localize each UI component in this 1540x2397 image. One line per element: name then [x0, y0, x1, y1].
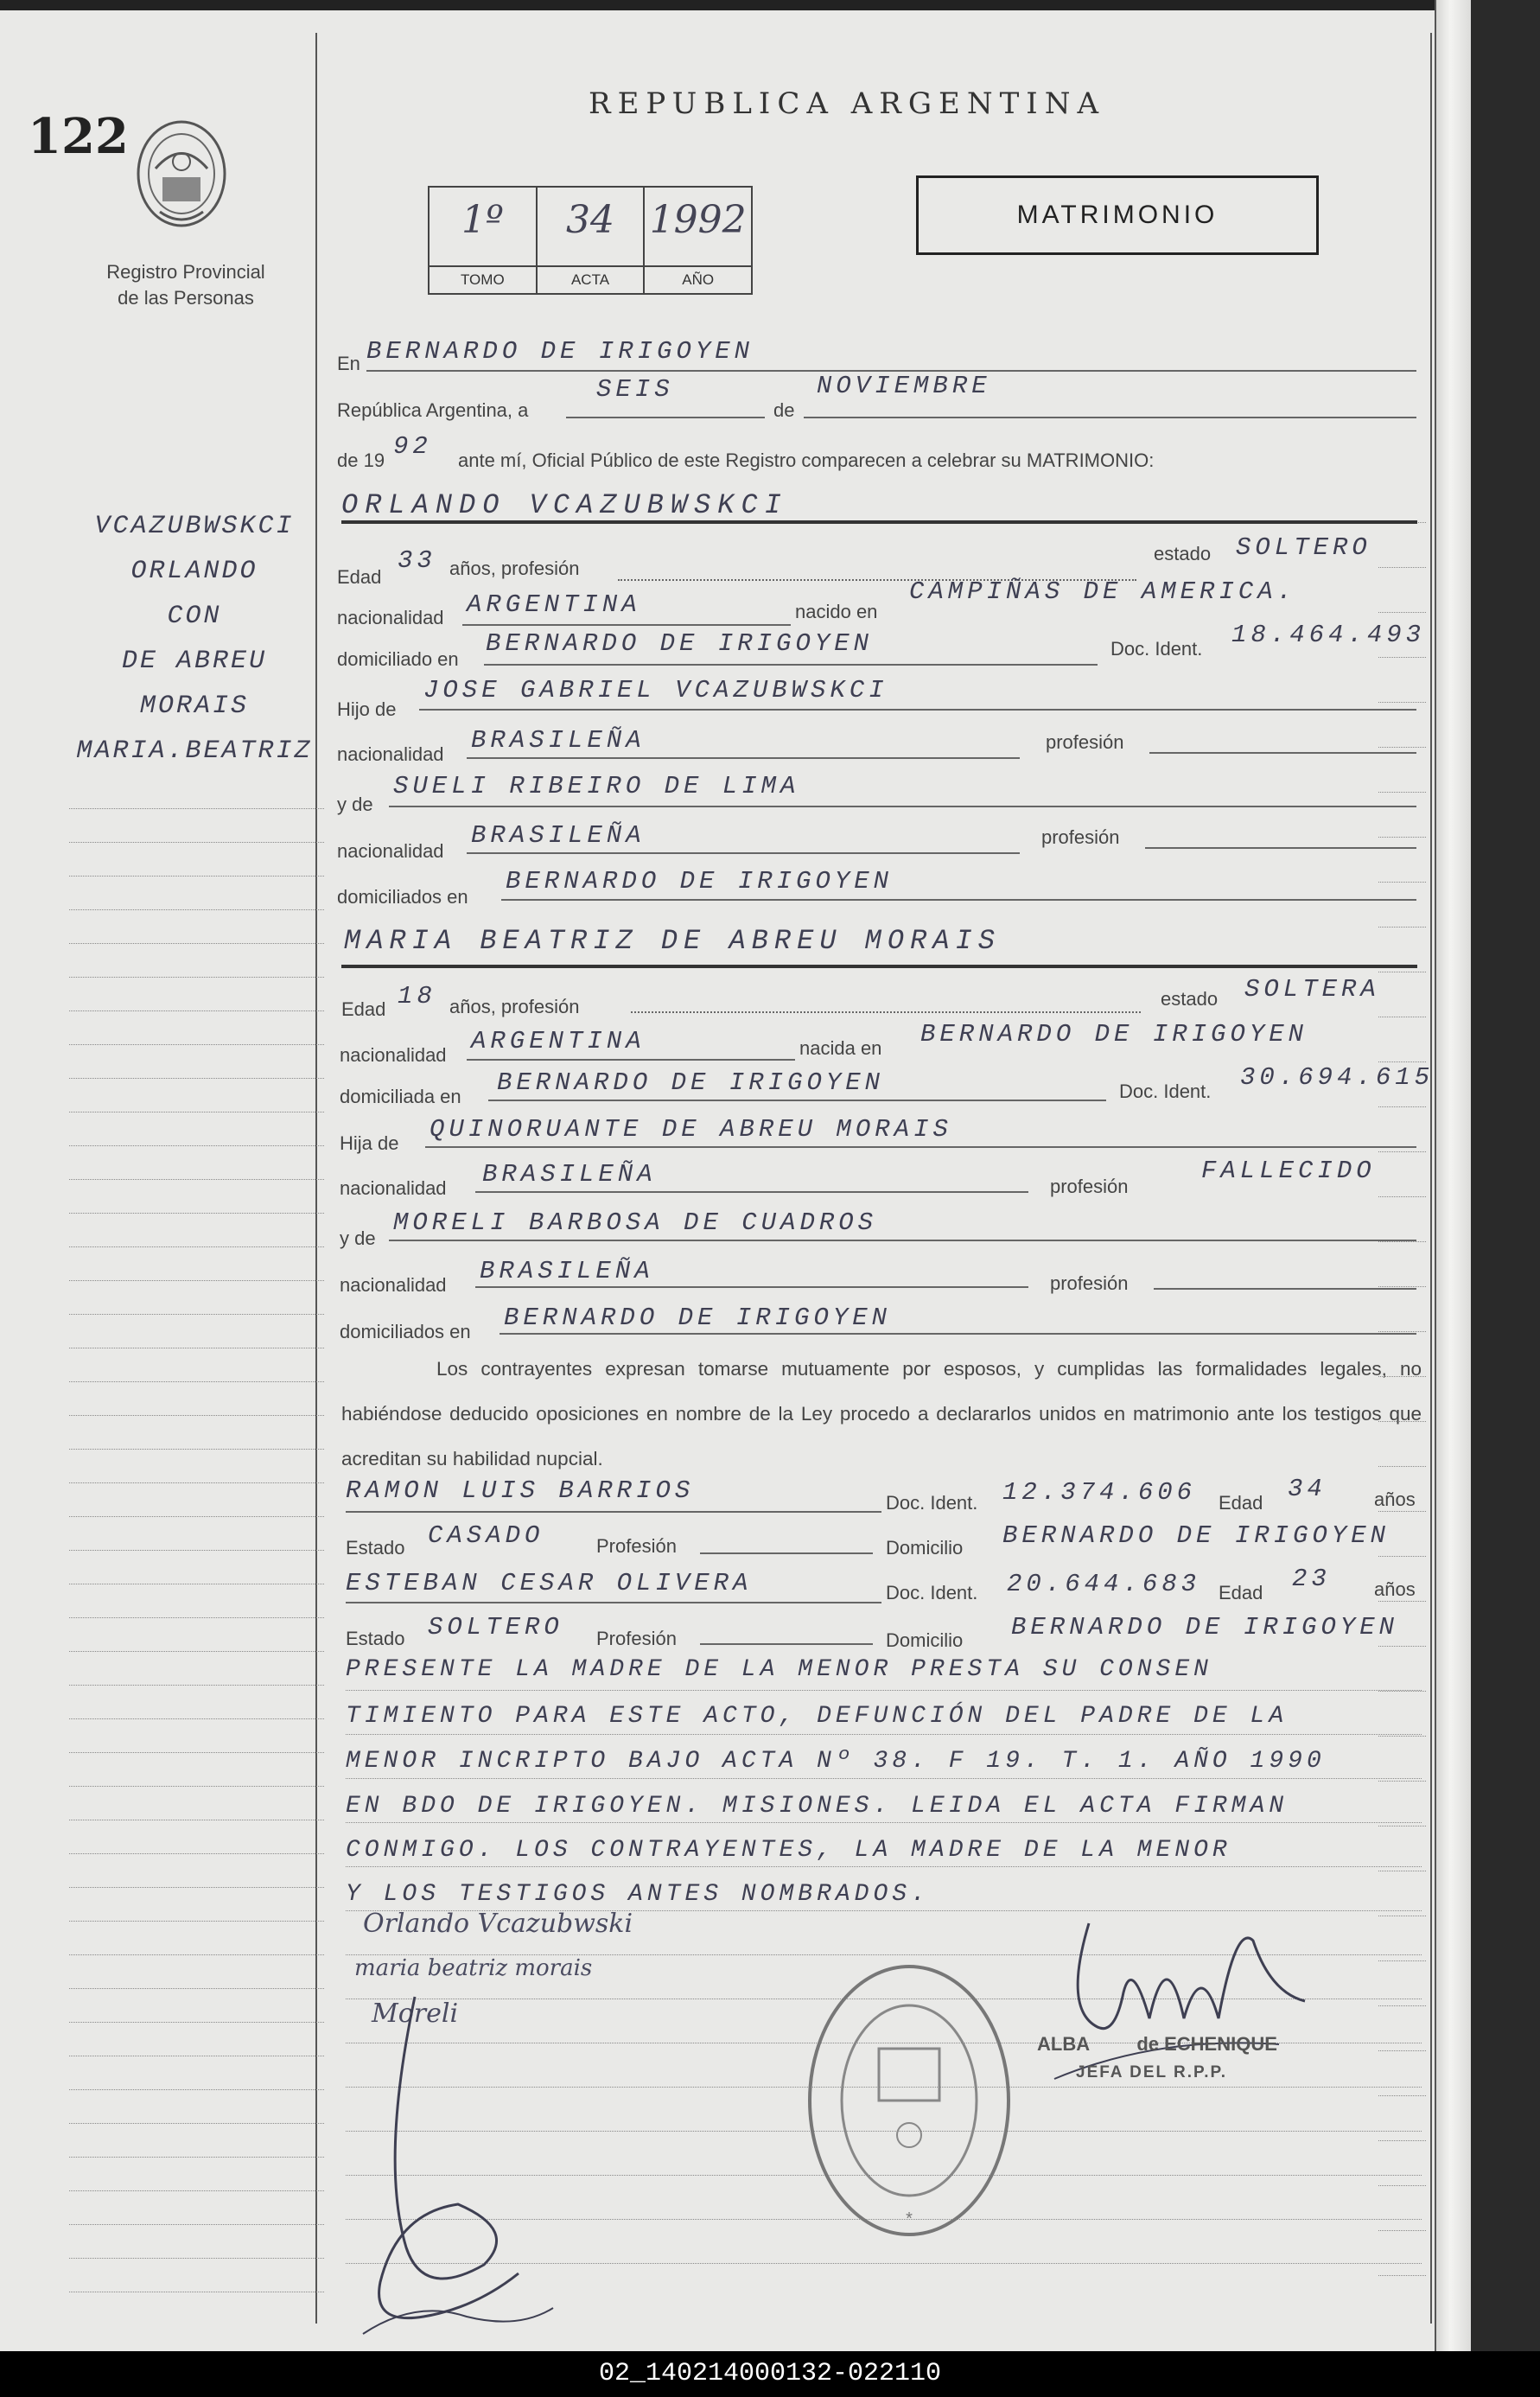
- margin-ruled-line: [69, 1685, 324, 1686]
- right-ruled-line: [1378, 2275, 1426, 2276]
- margin-ruled-line: [69, 1010, 324, 1011]
- groom-estado: SOLTERO: [1236, 533, 1371, 562]
- groom-signature: Orlando Vcazubwski: [363, 1909, 633, 1939]
- margin-ruled-line: [69, 2157, 324, 2158]
- acta-label: ACTA: [538, 265, 644, 293]
- page-number: 122: [28, 108, 129, 165]
- right-ruled-line: [1378, 1286, 1426, 1287]
- en-label: En: [337, 353, 360, 374]
- month-value: NOVIEMBRE: [817, 372, 991, 400]
- witness2-name: ESTEBAN CESAR OLIVERA: [346, 1569, 753, 1597]
- right-ruled-line: [1378, 927, 1426, 928]
- margin-ruled-line: [69, 909, 324, 910]
- margin-ruled-line: [69, 1887, 324, 1888]
- margin-rule: [315, 33, 317, 2324]
- witness-signature-scribble: [346, 1988, 562, 2351]
- groom-father-nac: BRASILEÑA: [471, 726, 646, 755]
- note-ruled-line: [346, 1690, 1422, 1691]
- margin-ruled-line: [69, 1651, 324, 1652]
- note-ruled-line: [346, 1734, 1422, 1735]
- margin-ruled-line: [69, 1954, 324, 1955]
- margin-ruled-line: [69, 808, 324, 809]
- margin-ruled-line: [69, 1246, 324, 1247]
- right-ruled-line: [1378, 1151, 1426, 1152]
- right-ruled-line: [1378, 792, 1426, 793]
- margin-ruled-line: [69, 1718, 324, 1719]
- groom-father: JOSE GABRIEL VCAZUBWSKCI: [423, 676, 888, 704]
- right-margin-rule: [1430, 33, 1432, 2324]
- official-name: ALBA de ECHENIQUE: [1037, 2033, 1277, 2055]
- official-title: JEFA DEL R.P.P.: [1076, 2063, 1228, 2081]
- margin-ruled-line: [69, 2123, 324, 2124]
- margin-ruled-line: [69, 1752, 324, 1753]
- right-ruled-line: [1378, 1241, 1426, 1242]
- groom-edad: 33: [398, 546, 436, 575]
- intro-text: ante mí, Oficial Público de este Registro comparecen a celebrar su MATRIMONIO:: [458, 449, 1155, 471]
- margin-ruled-line: [69, 842, 324, 843]
- margin-ruled-line: [69, 1921, 324, 1922]
- groom-doc: 18.464.493: [1231, 621, 1426, 649]
- note-line: EN BDO DE IRIGOYEN. MISIONES. LEIDA EL ACTA FIRMAN: [346, 1793, 1289, 1820]
- bride-signature: maria beatriz morais: [354, 1955, 593, 1981]
- right-ruled-line: [1378, 1691, 1426, 1692]
- margin-ruled-line: [69, 1044, 324, 1045]
- margin-ruled-line: [69, 1786, 324, 1787]
- right-ruled-line: [1378, 837, 1426, 838]
- right-ruled-line: [1378, 2185, 1426, 2186]
- groom-nacido: CAMPIÑAS DE AMERICA.: [909, 577, 1297, 606]
- official-signature: [1020, 1906, 1348, 2088]
- bride-doc: 30.694.615: [1240, 1063, 1435, 1092]
- margin-ruled-line: [69, 1853, 324, 1854]
- bride-father-prof: FALLECIDO: [1201, 1157, 1376, 1185]
- margin-ruled-line: [69, 876, 324, 877]
- right-ruled-line: [1378, 2095, 1426, 2096]
- witness1-domicilio: BERNARDO DE IRIGOYEN: [1002, 1521, 1390, 1550]
- margin-ruled-line: [69, 1179, 324, 1180]
- right-ruled-line: [1378, 2230, 1426, 2231]
- witness2-edad: 23: [1292, 1565, 1331, 1593]
- witness2-estado: SOLTERO: [428, 1613, 563, 1642]
- bride-mother: MORELI BARBOSA DE CUADROS: [393, 1208, 878, 1237]
- right-ruled-line: [1378, 1601, 1426, 1602]
- right-ruled-line: [1378, 1061, 1426, 1062]
- margin-ruled-line: [69, 2022, 324, 2023]
- right-ruled-line: [1378, 702, 1426, 703]
- margin-ruled-line: [69, 1550, 324, 1551]
- bride-estado: SOLTERA: [1244, 975, 1380, 1004]
- right-ruled-line: [1378, 1556, 1426, 1557]
- note-line: TIMIENTO PARA ESTE ACTO, DEFUNCIÓN DEL PADRE DE LA: [346, 1703, 1289, 1730]
- groom-name: ORLANDO VCAZUBWSKCI: [341, 489, 788, 521]
- right-ruled-line: [1378, 2140, 1426, 2141]
- bride-parents-dom: BERNARDO DE IRIGOYEN: [504, 1304, 892, 1332]
- coat-of-arms-emblem: [130, 117, 233, 233]
- acta-value: 34: [566, 198, 614, 242]
- right-ruled-line: [1378, 1196, 1426, 1197]
- margin-ruled-line: [69, 1381, 324, 1382]
- mother-signature: Moreli: [372, 1999, 459, 2029]
- margin-ruled-line: [69, 1415, 324, 1416]
- bride-name: MARIA BEATRIZ DE ABREU MORAIS: [344, 925, 1001, 957]
- top-edge: [0, 0, 1469, 10]
- bride-domicilio: BERNARDO DE IRIGOYEN: [497, 1068, 885, 1097]
- ano-value: 1992: [649, 198, 747, 242]
- margin-ruled-line: [69, 943, 324, 944]
- witness2-domicilio: BERNARDO DE IRIGOYEN: [1011, 1613, 1399, 1642]
- margin-ruled-line: [69, 1988, 324, 1989]
- right-ruled-line: [1378, 1511, 1426, 1512]
- margin-name-line: ORLANDO: [130, 557, 258, 586]
- right-ruled-line: [1378, 1331, 1426, 1332]
- note-line: Y LOS TESTIGOS ANTES NOMBRADOS.: [346, 1881, 930, 1908]
- margin-ruled-line: [69, 1145, 324, 1146]
- tomo-label: TOMO: [430, 265, 536, 293]
- margin-ruled-line: [69, 1078, 324, 1079]
- republica-label: República Argentina, a: [337, 399, 529, 421]
- right-ruled-line: [1378, 1736, 1426, 1737]
- footer-caption: 02_140214000132-022110: [0, 2351, 1540, 2397]
- tomo-value: 1º: [461, 198, 504, 242]
- bride-father: QUINORUANTE DE ABREU MORAIS: [430, 1115, 952, 1144]
- margin-ruled-line: [69, 1449, 324, 1450]
- margin-ruled-line: [69, 1482, 324, 1483]
- record-type-box: MATRIMONIO: [916, 175, 1319, 255]
- note-line: MENOR INCRIPTO BAJO ACTA Nº 38. F 19. T. 1. AÑO 1990: [346, 1748, 1326, 1775]
- note-line: PRESENTE LA MADRE DE LA MENOR PRESTA SU CONSEN: [346, 1656, 1212, 1683]
- registry-name: Registro Provincial de las Personas: [106, 261, 265, 309]
- witness1-doc: 12.374.606: [1002, 1478, 1197, 1507]
- official-seal-stamp: [805, 1962, 1013, 2239]
- margin-ruled-line: [69, 1516, 324, 1517]
- margin-name-line: VCAZUBWSKCI: [94, 512, 295, 541]
- margin-ruled-line: [69, 2258, 324, 2259]
- margin-name-line: CON: [167, 602, 222, 631]
- bride-father-nac: BRASILEÑA: [482, 1160, 657, 1189]
- book-binding-edge: [1435, 0, 1471, 2351]
- margin-ruled-line: [69, 2190, 324, 2191]
- right-ruled-line: [1378, 1960, 1426, 1961]
- right-ruled-line: [1378, 657, 1426, 658]
- right-ruled-line: [1378, 2050, 1426, 2051]
- right-ruled-line: [1378, 747, 1426, 748]
- groom-mother: SUELI RIBEIRO DE LIMA: [393, 772, 800, 800]
- note-ruled-line: [346, 1866, 1422, 1867]
- margin-ruled-line: [69, 1617, 324, 1618]
- groom-parents-dom: BERNARDO DE IRIGOYEN: [506, 867, 894, 896]
- right-ruled-line: [1378, 2005, 1426, 2006]
- de-label: de: [773, 399, 795, 421]
- bride-nacionalidad: ARGENTINA: [471, 1027, 646, 1055]
- witness1-edad: 34: [1288, 1475, 1327, 1503]
- note-ruled-line: [346, 1778, 1422, 1779]
- day-value: SEIS: [596, 375, 674, 404]
- margin-ruled-line: [69, 2089, 324, 2090]
- bride-edad: 18: [398, 982, 436, 1010]
- margin-ruled-line: [69, 1280, 324, 1281]
- header-title: REPUBLICA ARGENTINA: [588, 86, 1106, 121]
- right-ruled-line: [1378, 1781, 1426, 1782]
- right-ruled-line: [1378, 1646, 1426, 1647]
- margin-ruled-line: [69, 1314, 324, 1315]
- witness1-estado: CASADO: [428, 1521, 544, 1550]
- groom-nacionalidad: ARGENTINA: [467, 590, 641, 619]
- margin-ruled-line: [69, 1213, 324, 1214]
- note-line: CONMIGO. LOS CONTRAYENTES, LA MADRE DE LA MENOR: [346, 1837, 1231, 1864]
- note-ruled-line: [346, 1822, 1422, 1823]
- year-prefix: de 19: [337, 449, 385, 471]
- margin-name-line: MARIA.BEATRIZ: [76, 736, 313, 766]
- margin-name-line: DE ABREU: [121, 647, 268, 676]
- right-ruled-line: [1378, 612, 1426, 613]
- tomo-acta-box: [428, 186, 753, 295]
- svg-text:*: *: [906, 2209, 913, 2228]
- groom-mother-nac: BRASILEÑA: [471, 821, 646, 850]
- groom-domicilio: BERNARDO DE IRIGOYEN: [486, 629, 874, 658]
- margin-ruled-line: [69, 977, 324, 978]
- bride-mother-nac: BRASILEÑA: [480, 1257, 654, 1285]
- declaration-text: Los contrayentes expresan tomarse mutuamente por esposos, y cumplidas las formalidades legales, no habiéndose deducido oposiciones en nombre de la Ley procedo a declararlos unidos en matrimonio ante los testigos que acreditan su habilidad nupcial.: [341, 1358, 1422, 1469]
- right-ruled-line: [1378, 567, 1426, 568]
- place-value: BERNARDO DE IRIGOYEN: [366, 337, 754, 366]
- margin-name-line: MORAIS: [139, 692, 250, 721]
- ano-label: AÑO: [645, 265, 751, 293]
- year-suffix: 92: [393, 432, 432, 461]
- witness2-doc: 20.644.683: [1007, 1570, 1201, 1598]
- witness1-name: RAMON LUIS BARRIOS: [346, 1476, 695, 1505]
- margin-ruled-line: [69, 2224, 324, 2225]
- bride-nacida: BERNARDO DE IRIGOYEN: [920, 1020, 1308, 1049]
- right-ruled-line: [1378, 1106, 1426, 1107]
- right-ruled-line: [1378, 882, 1426, 883]
